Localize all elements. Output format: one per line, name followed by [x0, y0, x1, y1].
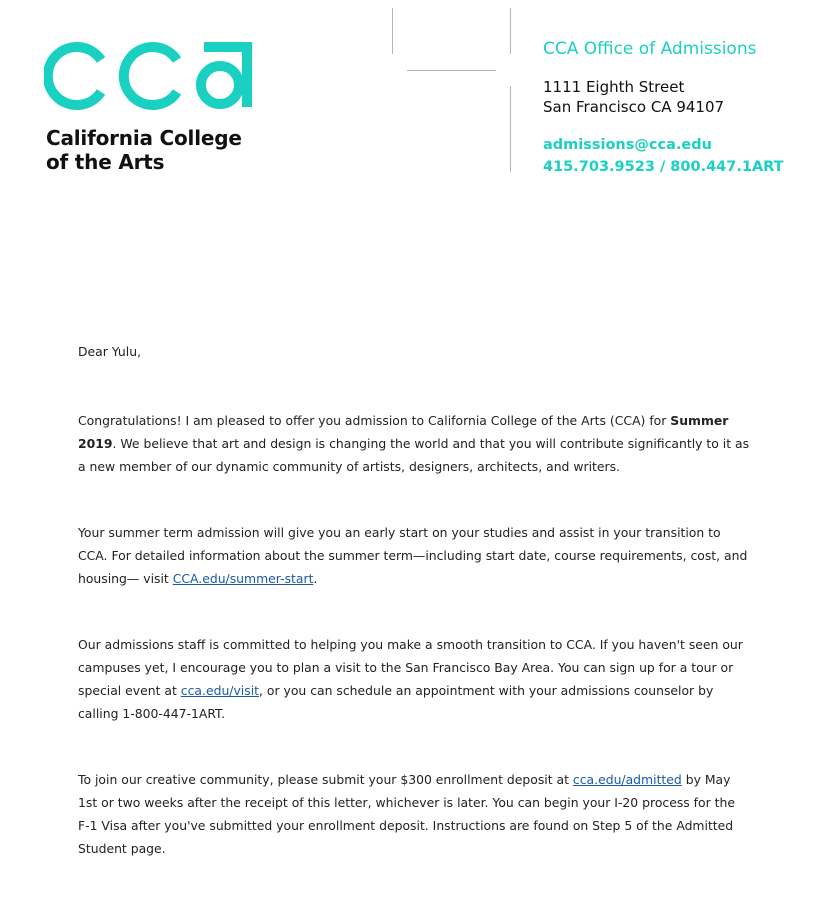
para-text: .: [313, 571, 318, 586]
para-text: Your summer term admission will give you an early start on your studies and assist in your transition to CCA. For detailed information about the summer term—including start date, course requirements, cost, and housing— visit: [78, 525, 748, 586]
college-name-line1: California College: [46, 126, 242, 150]
divider-line: [407, 70, 496, 71]
visit-link[interactable]: cca.edu/visit: [180, 683, 260, 698]
para-text: , or you can schedule an appointment with your admissions counselor by calling 1-800-447-1ART.: [78, 683, 714, 721]
office-title: CCA Office of Admissions: [543, 39, 757, 59]
para-text: by May 1st or two weeks after the receipt of this letter, whichever is later. You can begin your I-20 process for the F-1 Visa after you've submitted your enrollment deposit. Instructions are found on Step 5 of the Admitted Student page.: [78, 772, 735, 856]
admitted-link[interactable]: cca.edu/admitted: [572, 772, 682, 787]
divider-line: [510, 8, 511, 54]
cca-logo: [44, 42, 254, 112]
paragraph-congratulations: [78, 409, 750, 478]
para-text: To join our creative community, please submit your $300 enrollment deposit at: [78, 772, 573, 787]
term-highlight: Summer 2019: [78, 413, 729, 451]
phone-numbers: 415.703.9523 / 800.447.1ART: [543, 159, 784, 175]
greeting: Dear Yulu,: [78, 344, 142, 359]
letter-body: [78, 340, 750, 903]
summer-start-link[interactable]: CCA.edu/summer-start: [172, 571, 314, 586]
divider-line: [510, 86, 511, 172]
address-line2: San Francisco CA 94107: [543, 98, 725, 116]
email-link[interactable]: admissions@cca.edu: [543, 137, 712, 153]
paragraph-deposit: [78, 768, 750, 860]
office-contact-block: [543, 38, 784, 178]
cca-logo-icon: [44, 42, 254, 112]
paragraph-visit: [78, 633, 750, 725]
para-text: . We believe that art and design is changing the world and that you will contribute significantly to it as a new member of our dynamic community of artists, designers, architects, and writers.: [78, 436, 750, 474]
para-text: Our admissions staff is committed to helping you make a smooth transition to CCA. If you haven't seen our campuses yet, I encourage you to plan a visit to the San Francisco Bay Area. You can sign up for a tour or special event at: [78, 637, 743, 698]
paragraph-summer-term: [78, 521, 750, 590]
college-name-line2: of the Arts: [46, 150, 165, 174]
para-text: Congratulations! I am pleased to offer you admission to California College of the Arts (CCA) for: [78, 413, 671, 428]
divider-line: [392, 8, 393, 54]
address-line1: 1111 Eighth Street: [543, 78, 685, 96]
college-name: [46, 126, 242, 174]
